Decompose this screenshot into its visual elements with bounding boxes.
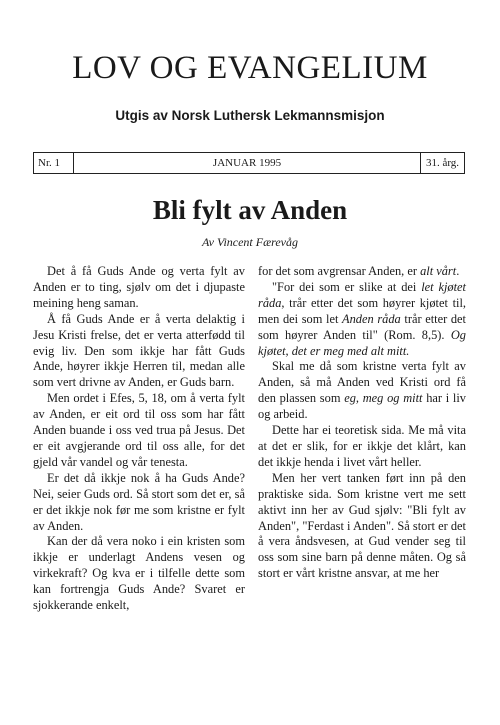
paragraph (258, 280, 466, 360)
text-run: . (456, 264, 460, 278)
masthead-title: LOV OG EVANGELIUM (72, 50, 428, 86)
issue-info-bar (33, 152, 465, 174)
paragraph (258, 264, 466, 280)
article-column-left (33, 264, 245, 614)
publisher-subtitle: Utgis av Norsk Luthersk Lekmannsmisjon (115, 108, 385, 123)
emphasis-text: eg, meg og mitt (344, 391, 423, 406)
text-run: trår etter det som høyrer Anden til" (Rom. 8,5). (258, 311, 466, 342)
paragraph: Men ordet i Efes, 5, 18, om å verta fylt av Anden, er eit ord til oss som har fått Anden buande i oss ved trua på Jesus. Det er eit avgjerande ord til oss alle, for det gjeld vår vandel og vår tenesta. (33, 391, 245, 469)
issue-date: JANUAR 1995 (212, 157, 282, 169)
emphasis-text: Og kjøtet, det er meg med alt mitt. (258, 327, 466, 358)
issue-number: Nr. 1 (34, 153, 74, 173)
text-run: har i liv og arbeid. (258, 391, 466, 422)
article-column-right (258, 264, 466, 582)
emphasis-text: Anden råda (342, 311, 401, 326)
paragraph: Det å få Guds Ande og verta fylt av Anden er to ting, sjølv om det i djupaste meining heng saman. (33, 264, 245, 310)
paragraph: Er det då ikkje nok å ha Guds Ande? Nei, seier Guds ord. Så stort som det er, så er det ikkje nok før me som kristne er fylt av Anden. (33, 470, 245, 533)
article-title: Bli fylt av Anden (152, 195, 348, 225)
paragraph (258, 359, 466, 423)
emphasis-text: alt vårt (420, 264, 457, 278)
paragraph: Å få Guds Ande er å verta delaktig i Jesu Kristi frelse, det er verta atterfødd til evig liv. Den som ikkje har fått Guds Ande, høyrer ikkje Herren til, medan alle som vert drivne av Anden, er Guds barn. (33, 311, 245, 390)
volume-number: 31. årg. (420, 153, 464, 173)
emphasis-text: let kjøtet råda (258, 279, 466, 310)
paragraph: Men her vert tanken ført inn på den praktiske sida. Som kristne vert me sett aktivt inn her av Gud sjølv: "Bli fylt av Anden", "Ferdast i Anden". Så stort er det å vera åndsvesen, at Gud vender seg til oss som sine barn på denne måten. Og så stort er vårt kristne ansvar, at me her (258, 470, 466, 581)
paragraph: Kan der då vera noko i ein kristen som ikkje er underlagt Andens vesen og virkekraft? Og kva er i tilfelle dette som kan fortrengja Guds Ande? Svaret er sjokkerande enkelt, (33, 534, 245, 613)
article-byline: Av Vincent Færevåg (202, 235, 298, 249)
text-run: "For dei som er slike at dei (272, 279, 422, 294)
text-run: Skal me då som kristne verta fylt av Anden, så må Anden ved Kristi ord få den plassen som (258, 359, 466, 406)
text-run: for det som avgrensar Anden, er (258, 264, 421, 278)
paragraph: Dette har ei teoretisk sida. Me må vita at det er slik, for er ikkje det klårt, kan det ikkje henda i livet vårt heller. (258, 423, 466, 469)
text-run: , trår etter det som høyrer kjøtet til, men dei som let (258, 295, 466, 326)
